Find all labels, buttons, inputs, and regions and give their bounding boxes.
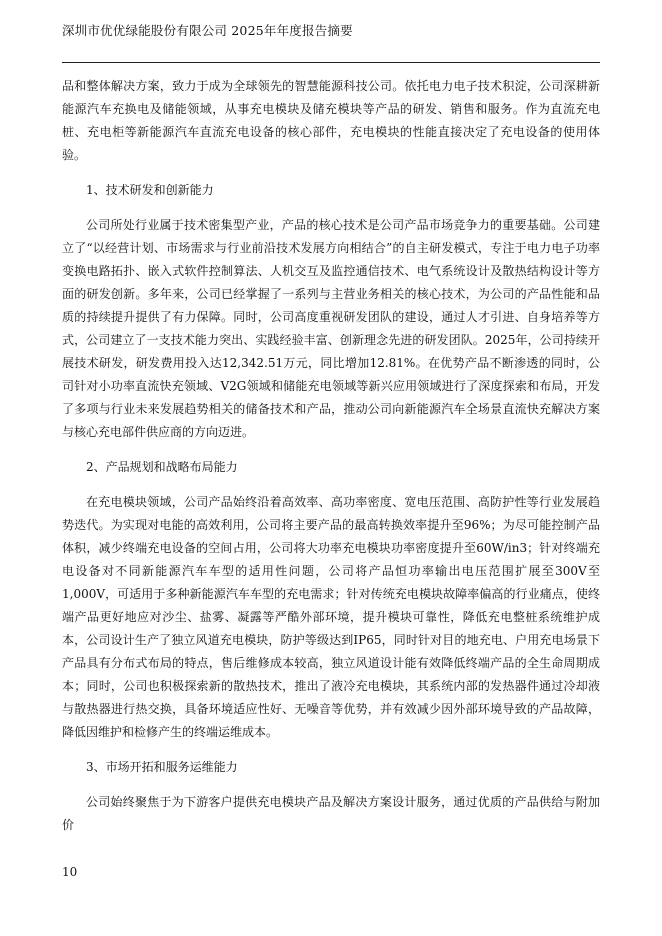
- page-number: 10: [62, 865, 78, 879]
- page-header: 深圳市优优绿能股份有限公司 2025年年度报告摘要: [62, 23, 353, 38]
- intro-paragraph: 品和整体解决方案，致力于成为全球领先的智慧能源科技公司。依托电力电子技术积淀，公司深耕新能源汽车充换电及储能领域，从事充电模块及储充模块等产品的研发、销售和服务。作为直流充电桩、充电柜等新能源汽车直流充电设备的核心部件，充电模块的性能直接决定了充电设备的使用体验。: [62, 79, 600, 162]
- section-heading-product-strategy: 2、产品规划和战略布局能力: [86, 460, 238, 474]
- section-paragraph-product-strategy: 在充电模块领域，公司产品始终沿着高效率、高功率密度、宽电压范围、高防护性等行业发展趋势迭代。为实现对电能的高效利用，公司将主要产品的最高转换效率提升至96%；为尽可能控制产品体积，减少终端充电设备的空间占用，公司将大功率充电模块功率密度提升至60W/in3；针对终端充电设备对不同新能源汽车车型的适用性问题，公司将产品恒功率输出电压范围扩展至300V至1,000V，可适用于多种新能源汽车车型的充电需求；针对传统充电模块故障率偏高的行业痛点，使终端产品更好地应对沙尘、盐雾、凝露等严酷外部环境，提升模块可靠性，降低充电整桩系统维护成本，公司设计生产了独立风道充电模块，防护等级达到IP65，同时针对目的地充电、户用充电场景下产品具有分布式布局的特点，售后维修成本较高，独立风道设计能有效降低终端产品的全生命周期成本；同时，公司也积极探索新的散热技术，推出了液冷充电模块，其系统内部的发热器件通过冷却液与散热器进行热交换，具备环境适应性好、无噪音等优势，并有效减少因外部环境导致的产品故障，降低因维护和检修产生的终端运维成本。: [62, 495, 600, 739]
- header-rule: [62, 62, 600, 63]
- section-paragraph-market-service: 公司始终聚焦于为下游客户提供充电模块产品及解决方案设计服务，通过优质的产品供给与附加价: [62, 795, 600, 832]
- document-body: [62, 75, 600, 837]
- section-heading-market-service: 3、市场开拓和服务运维能力: [86, 760, 238, 774]
- section-heading-tech-rnd: 1、技术研发和创新能力: [86, 183, 214, 197]
- section-paragraph-tech-rnd: 公司所处行业属于技术密集型产业，产品的核心技术是公司产品市场竞争力的重要基础。公司建立了“以经营计划、市场需求与行业前沿技术发展方向相结合”的自主研发模式，专注于电力电子功率变换电路拓扑、嵌入式软件控制算法、人机交互及监控通信技术、电气系统设计及散热结构设计等方面的研发创新。多年来，公司已经掌握了一系列与主营业务相关的核心技术，为公司的产品性能和品质的持续提升提供了有力保障。同时，公司高度重视研发团队的建设，通过人才引进、自身培养等方式，公司建立了一支技术能力突出、实践经验丰富、创新理念先进的研发团队。2025年，公司持续开展技术研发，研发费用投入达12,342.51万元，同比增加12.81%。在优势产品不断渗透的同时，公司针对小功率直流快充领域、V2G领域和储能充电领域等新兴应用领域进行了深度探索和布局，开发了多项与行业未来发展趋势相关的储备技术和产品，推动公司向新能源汽车全场景直流快充解决方案与核心充电部件供应商的方向迈进。: [62, 218, 600, 439]
